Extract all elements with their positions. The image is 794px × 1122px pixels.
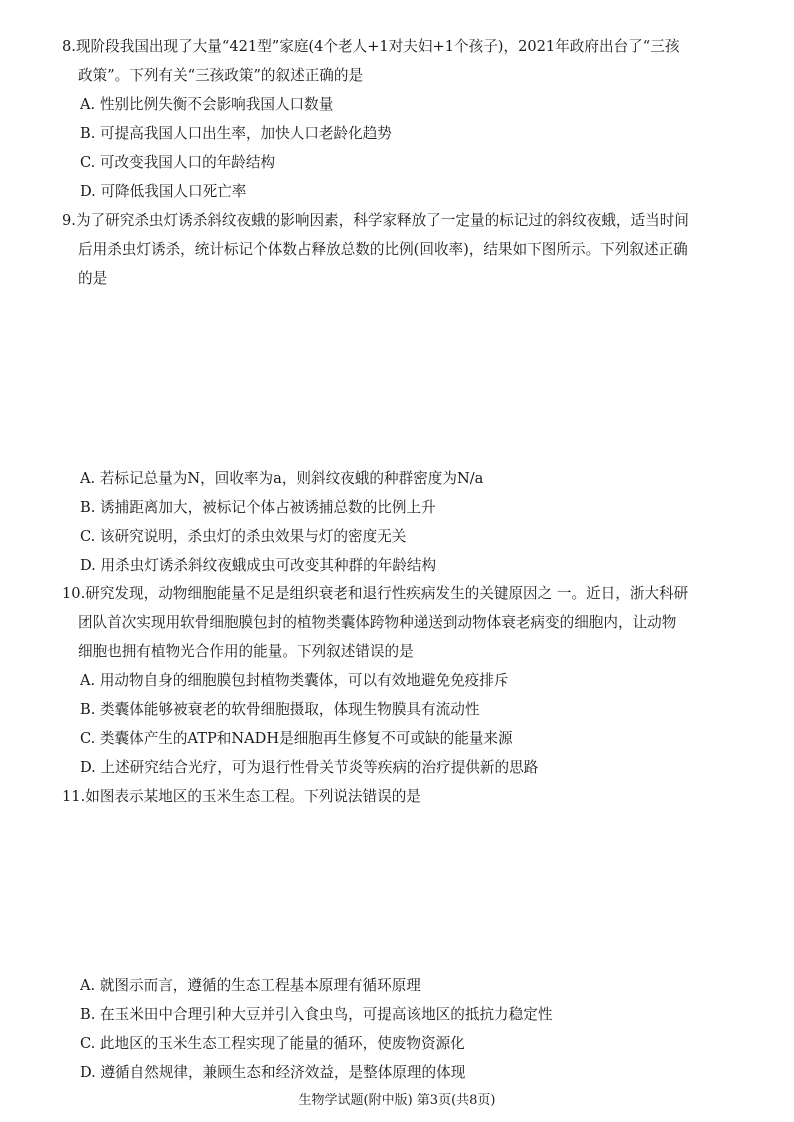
question-8-option-c: C. 可改变我国人口的年龄结构 [80, 154, 276, 171]
question-9-number: 9. [62, 212, 76, 229]
question-11-figure-area [62, 812, 762, 972]
question-8-stem-text-1: 现阶段我国出现了大量“421型”家庭(4个老人+1对夫妇+1个孩子)，2021年政府出台了“三孩 [75, 38, 680, 55]
question-11-option-a: A. 就图示而言，遵循的生态工程基本原理有循环原理 [80, 977, 421, 994]
question-8-option-a: A. 性别比例失衡不会影响我国人口数量 [80, 96, 334, 113]
question-10-option-a: A. 用动物自身的细胞膜包封植物类囊体，可以有效地避免免疫排斥 [80, 672, 509, 689]
question-10-option-d: D. 上述研究结合光疗，可为退行性骨关节炎等疾病的治疗提供新的思路 [80, 759, 539, 776]
question-10-stem-line-2: 团队首次实现用软骨细胞膜包封的植物类囊体跨物种递送到动物体衰老病变的细胞内，让动物 [78, 614, 677, 631]
question-8-number: 8. [62, 38, 76, 55]
question-10-option-c: C. 类囊体产生的ATP和NADH是细胞再生修复不可或缺的能量来源 [80, 730, 513, 747]
question-11-stem-text-1: 如图表示某地区的玉米生态工程。下列说法错误的是 [85, 788, 421, 805]
question-11 [62, 782, 762, 811]
question-10 [62, 579, 762, 782]
question-10-stem-line-1 [62, 579, 762, 608]
question-10-stem-line-3: 细胞也拥有植物光合作用的能量。下列叙述错误的是 [78, 643, 414, 660]
question-9-figure-area [62, 293, 762, 463]
question-8-stem-line-2: 政策”。下列有关“三孩政策”的叙述正确的是 [78, 67, 364, 84]
question-9-option-b: B. 诱捕距离加大，被标记个体占被诱捕总数的比例上升 [80, 499, 436, 516]
question-8 [62, 32, 762, 206]
question-9-option-d: D. 用杀虫灯诱杀斜纹夜蛾成虫可改变其种群的年龄结构 [80, 557, 437, 574]
question-9-stem-line-2: 后用杀虫灯诱杀，统计标记个体数占释放总数的比例(回收率)，结果如下图所示。下列叙述正确 [78, 241, 688, 258]
question-9 [62, 206, 762, 293]
question-10-option-b: B. 类囊体能够被衰老的软骨细胞摄取，体现生物膜具有流动性 [80, 701, 480, 718]
question-11-number: 11. [62, 788, 86, 805]
question-11-options [62, 971, 762, 1087]
question-9-stem-text-1: 为了研究杀虫灯诱杀斜纹夜蛾的影响因素，科学家释放了一定量的标记过的斜纹夜蛾，适当时间 [75, 212, 689, 229]
question-10-stem-text-1: 研究发现，动物细胞能量不足是组织衰老和退行性疾病发生的关键原因之 一。近日，浙大科研 [85, 585, 689, 602]
question-9-stem-line-3: 的是 [78, 270, 108, 287]
question-10-number: 10. [62, 585, 86, 602]
question-11-stem-line-1 [62, 782, 762, 811]
question-11-option-c: C. 此地区的玉米生态工程实现了能量的循环，使废物资源化 [80, 1035, 465, 1052]
question-9-option-a: A. 若标记总量为N，回收率为a，则斜纹夜蛾的种群密度为N/a [80, 470, 484, 487]
question-9-option-c: C. 该研究说明，杀虫灯的杀虫效果与灯的密度无关 [80, 528, 407, 545]
question-8-stem-line-1 [62, 32, 762, 61]
question-11-option-b: B. 在玉米田中合理引种大豆并引入食虫鸟，可提高该地区的抵抗力稳定性 [80, 1006, 553, 1023]
question-11-option-d: D. 遵循自然规律，兼顾生态和经济效益，是整体原理的体现 [80, 1064, 466, 1081]
page-footer: 生物学试题(附中版) 第3页(共8页) [298, 1093, 496, 1108]
question-8-option-d: D. 可降低我国人口死亡率 [80, 183, 247, 200]
question-9-stem-line-1 [62, 206, 762, 235]
question-9-options [62, 464, 762, 580]
question-8-option-b: B. 可提高我国人口出生率，加快人口老龄化趋势 [80, 125, 392, 142]
